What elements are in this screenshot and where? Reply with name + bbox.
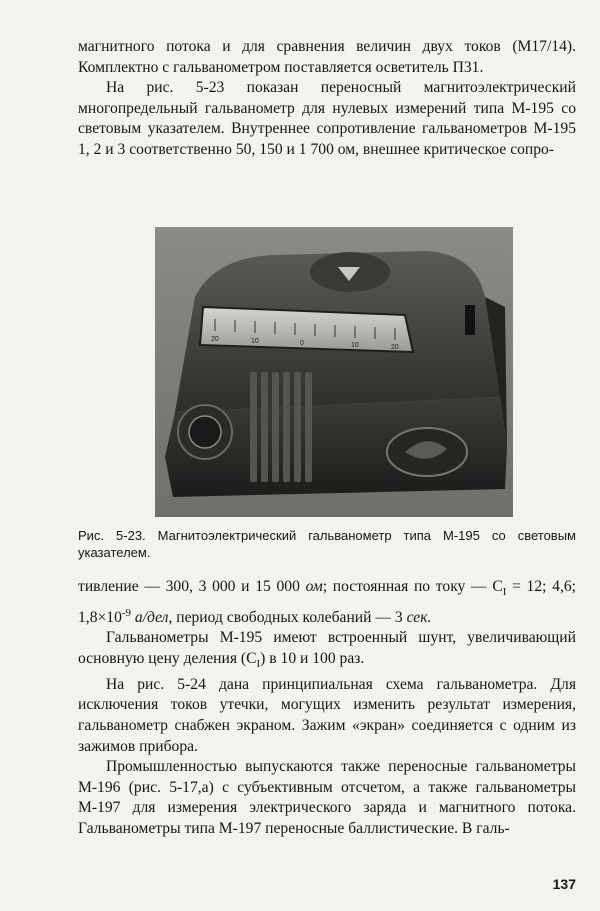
text-fragment: ; постоянная по току — C bbox=[322, 578, 503, 595]
unit-text: сек. bbox=[406, 608, 432, 626]
figure-caption bbox=[78, 527, 576, 561]
scale-label: 20 bbox=[211, 336, 219, 343]
scale-label: 0 bbox=[300, 340, 304, 347]
text-fragment: тивление — 300, 3 000 и 15 000 bbox=[78, 578, 306, 595]
page-number: 137 bbox=[552, 876, 576, 892]
subscript: I bbox=[502, 586, 507, 599]
bottom-text-block bbox=[78, 577, 576, 840]
text-fragment: , период свободных колебаний — 3 bbox=[168, 608, 407, 626]
subscript: I bbox=[256, 658, 261, 671]
top-text-block bbox=[78, 37, 576, 161]
superscript: -9 bbox=[121, 606, 131, 619]
paragraph-industry: Промышленностью выпускаются также переносные гальванометры М-196 (рис. 5-17,а) с субъективным отсчетом, а также гальванометры М-197 для измерения электрического заряда и магнитного потока. Гальванометры типа М-197 переносные баллистические. В галь- bbox=[78, 758, 576, 837]
scale-label: 10 bbox=[251, 338, 259, 345]
unit-text: а/дел bbox=[134, 608, 169, 626]
paragraph-schematic: На рис. 5-24 дана принципиальная схема гальванометра. Для исключения токов утечки, могущих изменить результат измерения, гальванометр снабжен экраном. Зажим «экран» соединяется с одним из зажимов прибора. bbox=[78, 675, 576, 755]
scale-label: 20 bbox=[391, 344, 399, 351]
paragraph-figure-intro: На рис. 5-23 показан переносный магнитоэлектрический многопредельный гальванометр для нулевых измерений типа М-195 со световым указателем. Внутреннее сопротивление гальванометров М-195 1, 2 и 3 соответственно 50, 150 и 1 700 ом, внешнее критическое сопро- bbox=[78, 79, 576, 158]
scale-label: 10 bbox=[351, 342, 359, 349]
paragraph-specs bbox=[78, 577, 576, 628]
text-fragment: = 12; 4,6; 1,8×10 bbox=[78, 578, 576, 626]
galvanometer-photo bbox=[155, 227, 513, 517]
text-fragment: Гальванометры М-195 имеют встроенный шунт, увеличивающий основную цену деления (C bbox=[78, 629, 576, 668]
paragraph-shunt bbox=[78, 628, 576, 674]
paragraph-continued: магнитного потока и для сравнения величин двух токов (М17/14). Комплектно с гальванометром поставляется осветитель П31. bbox=[78, 38, 576, 76]
figure-caption-text: Рис. 5-23. Магнитоэлектрический гальванометр типа М-195 со световым указателем. bbox=[78, 528, 576, 560]
text-fragment: ) в 10 и 100 раз. bbox=[260, 650, 365, 668]
unit-text: ом bbox=[305, 578, 323, 595]
